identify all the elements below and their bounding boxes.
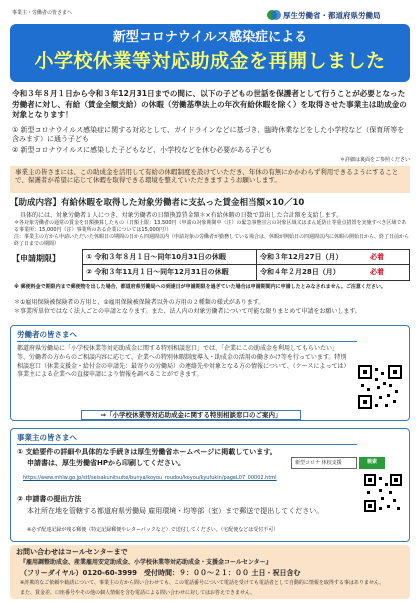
qr-code-icon xyxy=(363,473,403,513)
title-banner xyxy=(10,24,410,82)
callcenter-note-2: また、賃金差、口座番号やその他の個人情報を含む電話による問い合わせに対してはお答えできません。 xyxy=(20,590,256,596)
deadline-period: ① 令和３年８月１日～同年10月31日の休暇 xyxy=(86,253,226,261)
worker-heading: 労働者の皆さまへ xyxy=(17,330,77,339)
deadline-note-2: ＊①雇用保険被保険者の方用と、②雇用保険被保険者以外の方用の２種類の様式があります。 xyxy=(14,299,265,306)
deadline-note-3: ＊事業所単位ではなく法人ごとの申請となります。また、法人内の対象労働者について可能な限りまとめて申請をお願いします。 xyxy=(14,308,361,315)
deadline-date: 令和３年12月27日（月） xyxy=(260,253,343,261)
employer-item-1-sub: 申請書は、厚生労働省HPから印刷してください。 xyxy=(27,459,185,467)
amount-line-1: 具体的には、対象労働者１人につき、対象労働者の日額換算賃金額＊×有給休暇の日数で算出した合計額を支給します。 xyxy=(20,212,343,219)
intro-item-1: ① 新型コロナウイルス感染症に関する対応として、ガイドラインなどに基づき、臨時休業などをした小学校など（保育所等を含みます）に通う子ども xyxy=(12,126,405,143)
deadline-badge: 必着 xyxy=(370,268,384,276)
employer-heading: 事業主の皆さまへ xyxy=(17,433,77,442)
deadline-period: ② 令和３年11月１日～同年12月31日の休暇 xyxy=(86,268,229,276)
search-input[interactable] xyxy=(291,457,357,469)
qr-code-icon xyxy=(357,364,403,410)
employer-notice: 事業主の皆さまには、この助成金を活用して有給の休暇制度を設けていただき、年休の有無にかかわらず利用できるようにすることで、保護者が希望に応じて休暇を取得できる環境を整えていただきますようお願いします。 xyxy=(10,166,410,193)
amount-line-3: 注：事業主の方から申請いただいた休暇日の期間の日から四週間以内（申請対象の労働者が勤務している場合は、休暇が開始日の四週間以内に休暇の開始日から、終了日前から終了日までの期間） xyxy=(14,234,410,247)
page-title: 小学校休業等対応助成金を再開しました xyxy=(34,50,386,72)
mhlw-logo-icon xyxy=(266,8,282,22)
consultation-link[interactable]: ⇒「小学校休業等対応助成金に関する特別相談窓口のご案内」 xyxy=(81,410,301,420)
callcenter-phone[interactable]: （フリーダイヤル）0120-60-3999 受付時間：９：００～２１：００ 土日・祝日含む xyxy=(20,569,301,577)
intro-item-2: ② 新型コロナウイルスに感染した子どもなど、小学校などを休む必要がある子ども xyxy=(12,146,273,154)
employer-item-2-body: 本社所在地を管轄する都道府県労働局 雇用環境・均等部（室）まで郵送で提出してください。 xyxy=(27,507,324,515)
callcenter-heading: お問い合わせはコールセンターまで xyxy=(16,548,128,556)
deadline-note-1: ※ 郵便料金で期限内まで郵便物を出した場合、都道府県労働局への到達日が申請期限を過ぎていた場合は申請期間内に申請したとみなされません。ご注意ください。 xyxy=(14,284,386,290)
callcenter-section xyxy=(10,545,410,599)
intro-note: ＊詳細は裏面をご参照ください xyxy=(339,157,410,163)
employer-item-1-title: ① 支給要件の詳細や具体的な手続きは厚生労働省ホームページに掲載しています。 xyxy=(17,448,277,456)
hp-link[interactable]: https://www.mhlw.go.jp/stf/seisakunitsuite/bunya/koyou_roudou/koyou/kyufukin/pageL07_00002.html xyxy=(23,475,277,481)
deadline-table xyxy=(82,249,410,281)
worker-section xyxy=(10,325,410,421)
org-name: 厚生労働省・都道府県労働局 xyxy=(283,11,381,20)
search-input-text: 新型コロナ 休校支援 xyxy=(295,460,342,466)
callcenter-name: 『雇用調整助成金、産業雇用安定助成金、小学校休業等対応助成金・支援金コールセンター』 xyxy=(20,559,272,566)
deadline-row xyxy=(83,265,409,280)
employer-section xyxy=(10,428,410,542)
amount-heading: 【助成内容】有給休暇を取得した対象労働者に支払った賃金相当額×10／10 xyxy=(10,198,305,208)
callcenter-note-1: ※詐欺的なご依頼や勧誘について、事業主の方から問い合わせても、この電話番号について電話を受けても電話者として自動的に情報を取得する事はありません。 xyxy=(20,580,385,586)
deadline-badge: 必着 xyxy=(370,253,384,261)
deadline-row xyxy=(83,250,409,265)
deadline-date: 令和４年２月28日（月） xyxy=(260,268,340,276)
employer-item-2-note: ※必ず配達記録が残る郵便（特定記録郵便やレターパックなど）で送付してください。（宅配便などは受付不可） xyxy=(27,527,279,533)
title-line1: 新型コロナウイルス感染症による xyxy=(112,30,308,45)
worker-paragraph: 都道府県労働局に「小学校休業等対応助成金に関する特別相談窓口」では、「企業にこの助成金を利用してもらいたい」等、労働者の方からのご相談内容に応じて、企業への特別休暇制度導入・助成金の活用の働きかけ等を行っています。特別相談窓口（休業支援金・給付金の申請先：最寄りの労働局）の連絡先や対象となる方の情報について、（ケースによっては）事業主による企業への直接申請により情報を調べることができます。 xyxy=(17,345,347,379)
search-button[interactable]: 検索 xyxy=(359,457,385,469)
intro-paragraph: 令和３年８月１日から令和３年12月31日までの間に、以下の子どもの世話を保護者として行うことが必要となった労働者に対し、有給（賃金全額支給）の休暇（労働基準法上の年次有給休暇を除く）を取得させた事業主は助成金の対象となります！ xyxy=(12,89,407,119)
org-logo xyxy=(266,8,416,22)
amount-line-2: ＊各対象労働者の通常の賃金を日額換算したもの（日額上限：13,500円（申請の対象期間中（注）の緊急事態宣言の対象区域又はまん延防止等重点措置を実施すべき区域である事業所：15,000円（注）事業所のある企業については15,000円）） xyxy=(14,220,407,233)
deadline-label: 【申請期限】 xyxy=(12,254,60,263)
employer-item-2-title: ② 申請書の提出方法 xyxy=(17,495,82,503)
audience-label: 事業主・労働者の皆さまへ xyxy=(12,10,73,16)
